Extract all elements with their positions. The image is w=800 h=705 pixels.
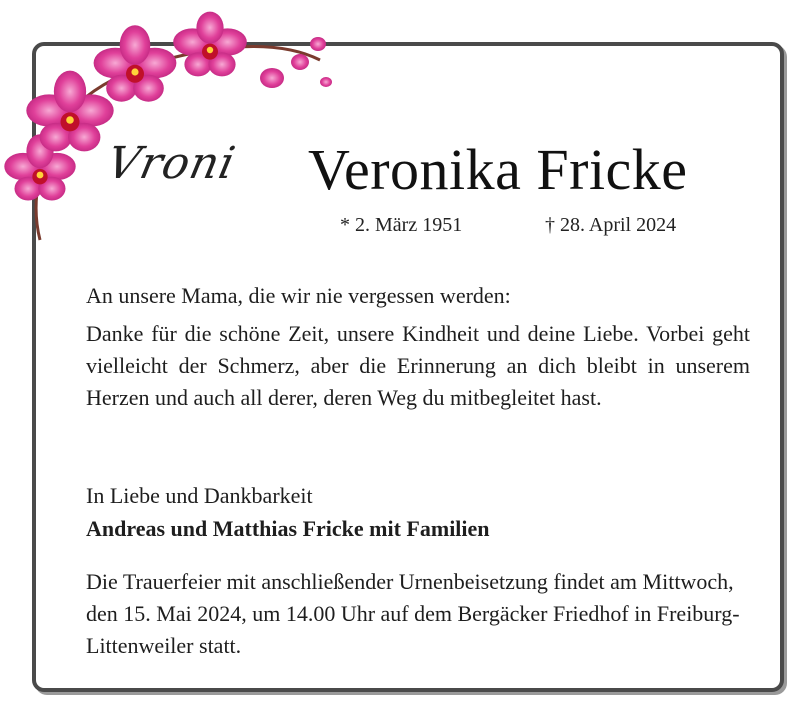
birth-date: * 2. März 1951 <box>340 214 463 236</box>
orchid-branch-icon <box>0 0 340 260</box>
nickname-signature: Vroni <box>102 138 241 189</box>
intro-line: An unsere Mama, die wir nie vergessen werden: <box>86 283 511 308</box>
signatories: Andreas und Matthias Fricke mit Familien <box>86 516 490 541</box>
closing-line: In Liebe und Dankbarkeit <box>86 483 313 508</box>
death-date: † 28. April 2024 <box>545 214 677 236</box>
memorial-paragraph: Danke für die schöne Zeit, unsere Kindheit und deine Liebe. Vorbei geht vielleicht der Schmerz, aber die Erinnerung an dich bleibt in unserem Herzen und auch all derer, deren Weg du mitbegleitet hast. <box>86 321 750 410</box>
deceased-name: Veronika Fricke <box>308 137 688 202</box>
funeral-info: Die Trauerfeier mit anschließender Urnenbeisetzung findet am Mittwoch, den 15. Mai 2024, um 14.00 Uhr auf dem Bergäcker Friedhof in Freiburg-Littenweiler statt. <box>86 569 740 658</box>
